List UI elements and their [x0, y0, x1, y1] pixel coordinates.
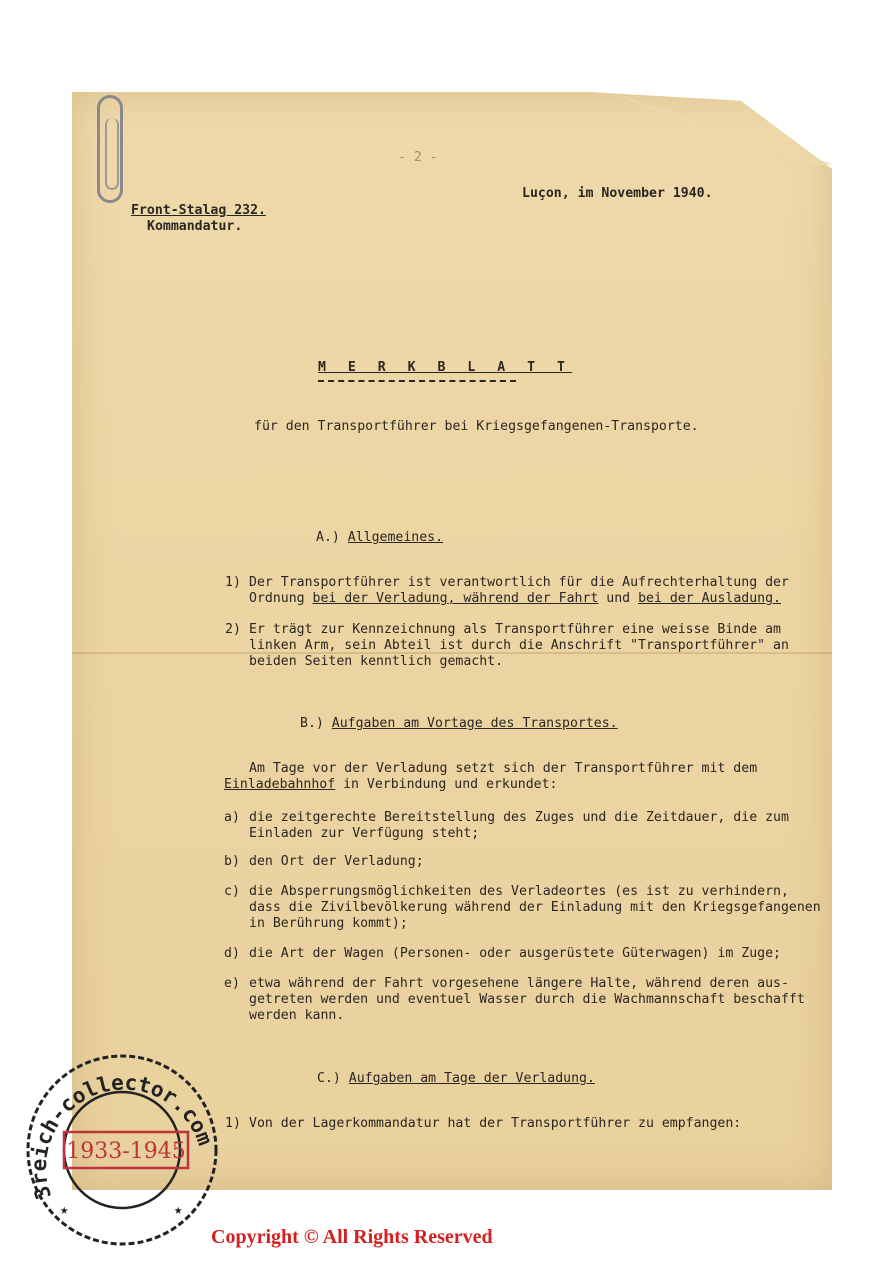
section-b-item-a-line2: Einladen zur Verfügung steht; — [249, 826, 480, 841]
section-a-item1-number: 1) — [225, 575, 241, 590]
title-underline-rule — [318, 380, 516, 384]
section-c-item1: Von der Lagerkommandatur hat der Transportführer zu empfangen: — [249, 1116, 742, 1131]
section-b-item-c-number: c) — [224, 884, 240, 899]
section-b-item-c-line1: die Absperrungsmöglichkeiten des Verladeortes (es ist zu verhindern, — [249, 884, 789, 899]
star-icon: ★ — [60, 1202, 69, 1218]
section-a-number: A.) — [316, 530, 340, 545]
section-c-item1-number: 1) — [225, 1116, 241, 1131]
section-b-item-d-number: d) — [224, 946, 240, 961]
section-a-item2-line1: Er trägt zur Kennzeichnung als Transportführer eine weisse Binde am — [249, 622, 781, 637]
section-b-item-c-line2: dass die Zivilbevölkerung während der Einladung mit den Kriegsgefangenen — [249, 900, 821, 915]
copyright-notice: Copyright © All Rights Reserved — [211, 1226, 493, 1248]
section-b-item-b-number: b) — [224, 854, 240, 869]
text-span: bei der Verladung, während der Fahrt — [312, 591, 599, 606]
section-a-heading — [316, 530, 443, 546]
text-span: Ordnung — [249, 591, 313, 606]
paperclip-icon — [97, 95, 123, 203]
date-line: Luçon, im November 1940. — [522, 186, 713, 201]
section-b-item-a-number: a) — [224, 810, 240, 825]
section-b-item-d-line1: die Art der Wagen (Personen- oder ausgerüstete Güterwagen) im Zuge; — [249, 946, 781, 961]
section-b-heading — [300, 716, 618, 732]
section-b-item-b-line1: den Ort der Verladung; — [249, 854, 424, 869]
section-c-title: Aufgaben am Tage der Verladung. — [348, 1071, 595, 1086]
section-a-item2-line3: beiden Seiten kenntlich gemacht. — [249, 654, 504, 669]
sender-office: Kommandatur. — [147, 219, 243, 234]
text-span: in Verbindung und erkundet: — [335, 777, 558, 792]
text-span: Einladebahnhof — [224, 777, 336, 792]
stamp-arc-path: 3reich-collector.com — [26, 1070, 218, 1203]
text-span: bei der Ausladung. — [638, 591, 781, 606]
section-b-item-c-line3: in Berührung kommt); — [249, 916, 408, 931]
stamp-years: 1933-1945 — [66, 1139, 186, 1164]
section-c-heading — [317, 1071, 595, 1087]
section-b-item-e-line3: werden kann. — [249, 1008, 345, 1023]
section-b-number: B.) — [300, 716, 324, 731]
section-c-number: C.) — [317, 1071, 341, 1086]
section-b-item-e-number: e) — [224, 976, 240, 991]
section-b-intro-line1: Am Tage vor der Verladung setzt sich der Transportführer mit dem — [249, 761, 758, 776]
section-a-item1-line1: Der Transportführer ist verantwortlich für die Aufrechterhaltung der — [249, 575, 789, 590]
section-a-item2-line2: linken Arm, sein Abteil ist durch die Anschrift "Transportführer" an — [249, 638, 789, 653]
watermark-stamp — [24, 1052, 220, 1248]
section-a-title: Allgemeines. — [347, 530, 444, 545]
sender-unit: Front-Stalag 232. — [131, 203, 266, 218]
section-a-item2-number: 2) — [225, 622, 241, 637]
section-b-intro-line2 — [224, 777, 557, 793]
section-a-item1-line2 — [249, 591, 781, 607]
document-title: M E R K B L A T T — [318, 360, 572, 375]
page-number: - 2 - — [398, 150, 438, 165]
text-span: und — [598, 591, 639, 606]
star-icon: ★ — [174, 1202, 183, 1218]
document-subtitle: für den Transportführer bei Kriegsgefangenen-Transporte. — [254, 419, 699, 434]
section-b-item-a-line1: die zeitgerechte Bereitstellung des Zuges und die Zeitdauer, die zum — [249, 810, 789, 825]
section-b-item-e-line2: getreten werden und eventuel Wasser durch die Wachmannschaft beschafft — [249, 992, 805, 1007]
section-b-title: Aufgaben am Vortage des Transportes. — [331, 716, 618, 731]
section-b-item-e-line1: etwa während der Fahrt vorgesehene längere Halte, während deren aus- — [249, 976, 789, 991]
